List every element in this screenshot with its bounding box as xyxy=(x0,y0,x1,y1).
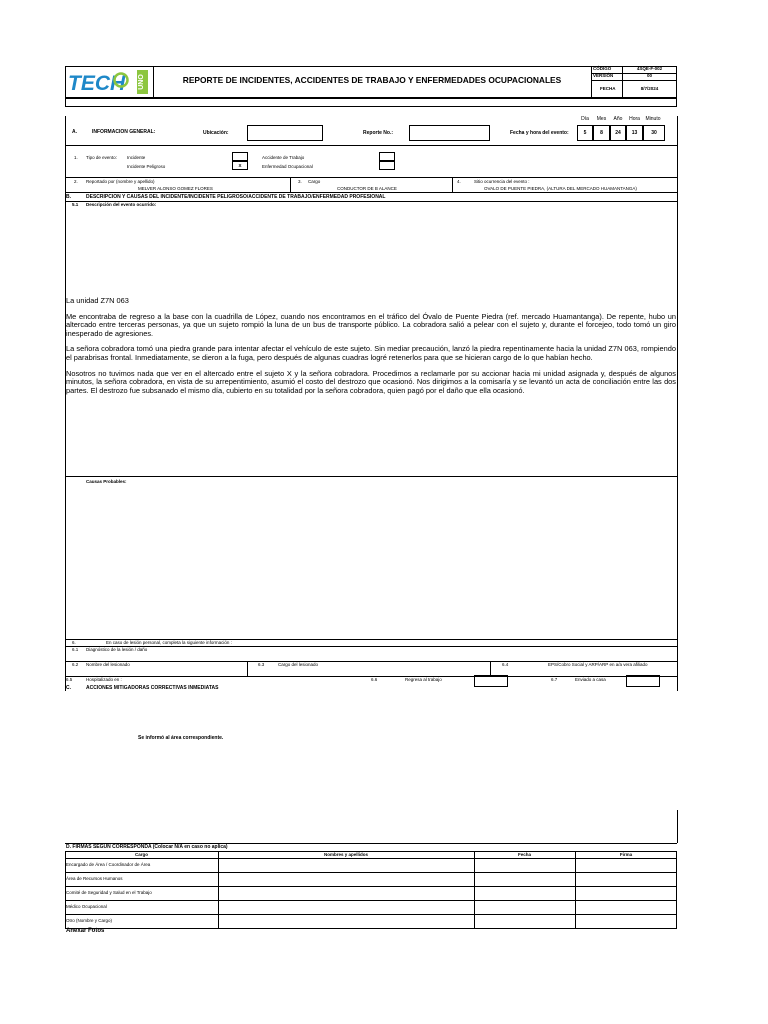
reporte-field[interactable] xyxy=(409,125,490,141)
checkbox-incidente[interactable] xyxy=(232,152,248,161)
option-enfermedad-ocupacional: Enfermedad Ocupacional xyxy=(262,164,313,169)
minute-header: Minuto xyxy=(645,116,661,122)
month-header: Mes xyxy=(596,116,607,122)
section-c-text: Se informó al área correspondiente. xyxy=(138,735,224,741)
year-field[interactable]: 24 xyxy=(610,125,626,141)
hosp-number: 6.5 xyxy=(66,677,73,682)
checkbox-accidente-trabajo[interactable] xyxy=(379,152,395,161)
month-field[interactable]: 8 xyxy=(593,125,610,141)
hour-field[interactable]: 13 xyxy=(626,125,643,141)
signature-header-cargo: Cargo xyxy=(134,852,148,857)
signature-row-label: Médico Ocupacional xyxy=(66,904,107,909)
section-b-title: DESCRIPCION Y CAUSAS DEL INCIDENTE/INCIDENTE PELIGROSO/ACCIDENTE DE TRABAJO/ENFERMEDAD PROFESIONAL xyxy=(86,194,386,200)
signature-row-label: Comité de Seguridad y Salud en el Trabajo xyxy=(66,890,152,895)
casa-number: 6.7 xyxy=(551,677,558,682)
signature-row-label: Encargado de Área / Coordinador de Área xyxy=(66,862,151,867)
description-label: Descripción del evento ocurrido: xyxy=(86,202,157,207)
sitio-number: 4. xyxy=(457,179,461,184)
signature-row-label: Área de Recursos Humanos xyxy=(66,876,123,881)
section-a-title: INFORMACION GENERAL: xyxy=(92,129,156,135)
option-accidente-trabajo: Accidente de Trabajo xyxy=(262,155,305,160)
signature-header-nombres: Nombres y apellidos xyxy=(323,852,368,857)
sitio-value: OVALO DE PUENTE PIEDRA, (ALTURA DEL MERCADO HUAMANTANGA) xyxy=(484,186,637,191)
regresa-label: Regresa al trabajo xyxy=(405,677,442,682)
reportado-value: MELVER ALONSO GOMEZ FLORES xyxy=(138,186,213,191)
eps-number: 6.4 xyxy=(502,662,509,667)
diagnostico-number: 6.1 xyxy=(72,647,79,652)
codigo-value: 4SQE-F-002 xyxy=(636,66,663,71)
causas-field[interactable] xyxy=(66,486,676,636)
section-a-letter: A. xyxy=(72,129,77,135)
regresa-number: 6.6 xyxy=(371,677,378,682)
logo-wordmark: TECH xyxy=(68,72,126,95)
event-description xyxy=(66,297,676,395)
signature-row-label: Otro (Nombre y Cargo) xyxy=(66,918,113,923)
attach-photos-label: Anexar Fotos xyxy=(66,928,105,934)
version-label: VERSIÓN xyxy=(593,73,614,78)
cargo-lesionado-number: 6.3 xyxy=(258,662,265,667)
year-header: Año xyxy=(613,116,623,122)
day-field[interactable]: 5 xyxy=(577,125,593,141)
narrative-paragraph: La señora cobradora tomó una piedra grande para intentar afectar el vehículo de este sujeto. Sin mediar precaución, lanzó la piedra repentinamente hacia la unidad Z7N 063, rompiendo el parabrisas frontal. Inmediatamente, se dieron a la fuga, pero después de algunas cuadras logré retenerlos para que se hicieran cargo de lo que habían hecho. xyxy=(66,344,676,362)
minute-field[interactable]: 30 xyxy=(643,125,665,141)
description-number: 5.1 xyxy=(72,202,79,207)
ubicacion-field[interactable] xyxy=(247,125,323,141)
causas-label: Causas Probables: xyxy=(86,479,127,484)
reporter-number: 2. xyxy=(74,179,78,184)
option-incidente: Incidente xyxy=(127,155,146,160)
section-d-title: D. FIRMAS SEGÚN CORRESPONDA (Colocar N/A en caso no aplica) xyxy=(66,844,228,850)
checkbox-enfermedad-ocupacional[interactable] xyxy=(379,161,395,170)
signatures-table xyxy=(65,851,677,929)
logo-suffix: UNO xyxy=(138,74,145,90)
cargo-number: 3. xyxy=(298,179,302,184)
eps-label: EPS/Cobro Social y ARP/ARP en a/a vera afiliado xyxy=(548,662,648,667)
narrative-paragraph: Me encontraba de regreso a la base con la cuadrilla de López, cuando nos encontramos en el tráfico del Óvalo de Puente Piedra (ref. mercado Huamantanga). De repente, hubo un altercado entre terceras personas, ya que un sujeto rompió la luna de un bus de transporte público. La cobradora salió a pelear con el sujeto y, durante el forcejeo, todo tomó un giro inesperado de agresiones. xyxy=(66,311,676,338)
version-value: 00 xyxy=(646,73,652,78)
casa-field[interactable] xyxy=(626,675,660,687)
spacer-bar xyxy=(65,98,677,107)
hosp-label: Hospitalizado en : xyxy=(86,677,122,682)
option-incidente-peligroso: Incidente Peligroso xyxy=(127,164,166,169)
fecha-hora-label: Fecha y hora del evento: xyxy=(510,130,569,136)
section-b-letter: B. xyxy=(66,194,71,200)
day-header: Día xyxy=(581,116,589,122)
sitio-label: Sitio ocurrencia del evento : xyxy=(474,179,530,184)
cargo-value: CONDUCTOR DE B ALANCE xyxy=(337,186,397,191)
reportado-label: Reportado por (nombre y apellido) xyxy=(86,179,155,184)
cargo-lesionado-label: Cargo del lesionado xyxy=(278,662,319,667)
event-type-label: Tipo de evento: xyxy=(86,155,117,160)
narrative-paragraph: Nosotros no tuvimos nada que ver en el altercado entre el sujeto X y la señora cobradora. Procedimos a reclamarle por su accionar hacia mi unidad asignada y, después de algunos minutos, la señora cobradora, en vista de su arrepentimiento, asumió el costo del destrozo que ocasionó. Nos dirigimos a la comisaría y se levantó un acta de conciliación entre las dos partes. El destrozo fue subsanado el mismo día, cubierto en su totalidad por la señora cobradora, quien pagó por el daño que ella ocasionó. xyxy=(66,368,676,395)
company-logo xyxy=(66,68,152,96)
injury-note: En caso de lesión personal, completa la siguiente información : xyxy=(106,640,232,645)
lesionado-number: 6.2 xyxy=(72,662,79,667)
signature-header-firma: Firma xyxy=(619,852,633,857)
lesionado-label: Nombre del lesionado xyxy=(86,662,130,667)
cargo-label: Cargo xyxy=(308,179,321,184)
hour-header: Hora xyxy=(629,116,640,122)
checkbox-incidente-peligroso[interactable]: X xyxy=(232,161,248,170)
document-title: REPORTE DE INCIDENTES, ACCIDENTES DE TRABAJO Y ENFERMEDADES OCUPACIONALES xyxy=(182,75,562,85)
fecha-label: FECHA xyxy=(600,86,616,91)
narrative-title: La unidad Z7N 063 xyxy=(66,296,129,305)
fecha-value: 8/7/2024 xyxy=(640,86,659,91)
event-type-number: 1. xyxy=(74,155,78,160)
ubicacion-label: Ubicación: xyxy=(203,130,229,136)
diagnostico-label: Diagnóstico de la lesión / daño xyxy=(86,647,148,652)
reporte-label: Reporte No.: xyxy=(363,130,393,136)
casa-label: Enviado a casa xyxy=(575,677,606,682)
codigo-label: CÓDIGO xyxy=(593,66,612,71)
regresa-field[interactable] xyxy=(474,675,508,687)
section-c-letter: C. xyxy=(66,685,71,691)
injury-number: 6. xyxy=(72,640,76,645)
section-c-title: ACCIONES MITIGADORAS CORRECTIVAS INMEDIATAS xyxy=(86,685,219,691)
signature-header-fecha: Fecha xyxy=(517,852,531,857)
